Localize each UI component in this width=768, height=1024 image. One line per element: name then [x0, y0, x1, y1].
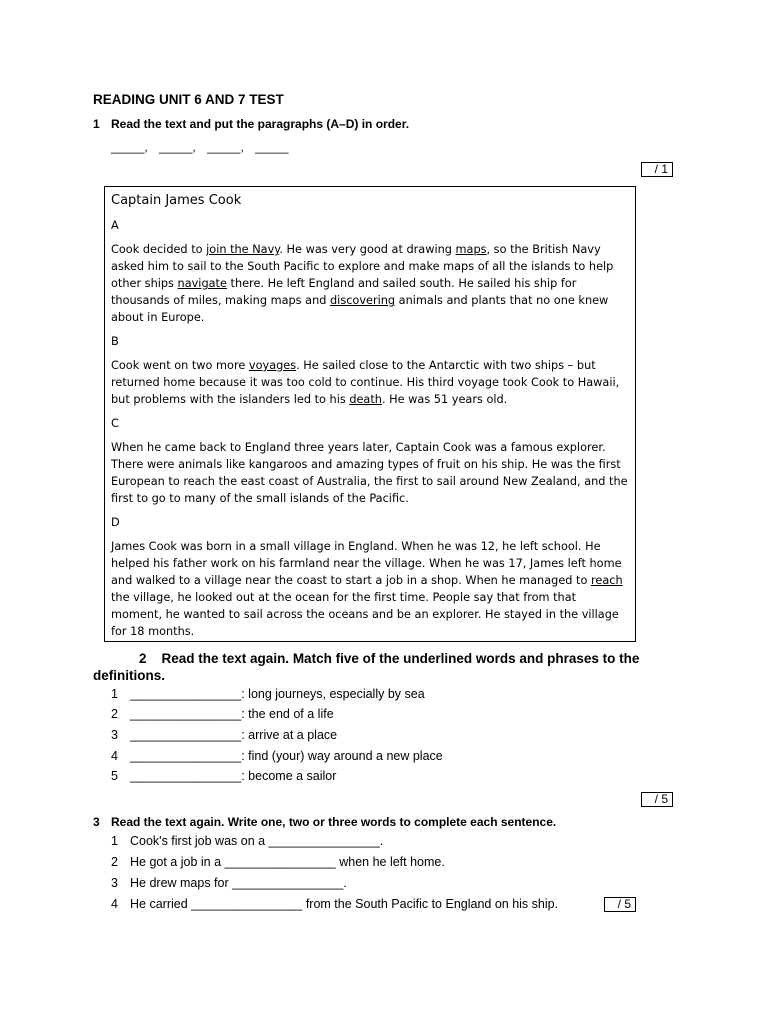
paragraph-text-run: Cook went on two more	[111, 359, 249, 372]
reading-passage	[104, 186, 636, 642]
paragraph-text-run: . He was very good at drawing	[279, 243, 456, 256]
underlined-word: discovering	[330, 294, 396, 307]
paragraph-letter: C	[111, 417, 119, 430]
paragraph-text-run: , so the British Navy asked him to sail to the South Pacific to explore and make maps of all the islands to help other ships	[111, 243, 614, 290]
paragraph-text-run: there. He left England and sailed south. He sailed his ship for thousands of miles, making maps and	[111, 277, 577, 307]
paragraph-text-run: James Cook was born in a small village in England. When he was 12, he left school. He helped his father work on his farmland near the village. When he was 17, James left home and walked to a village near the coast to start a job in a shop. When he managed to	[111, 540, 622, 587]
definition-item[interactable]: 2 ________________: the end of a life	[111, 707, 334, 721]
underlined-word: reach	[590, 574, 623, 587]
paragraph-order-blanks[interactable]: _____, _____, _____, _____	[111, 140, 289, 154]
paragraph-text	[111, 439, 629, 507]
paragraph-letter: B	[111, 335, 119, 348]
paragraph-text	[111, 357, 629, 408]
sentence-item[interactable]: 3 He drew maps for ________________.	[111, 876, 347, 890]
sentence-item[interactable]: 2 He got a job in a ________________ when he left home.	[111, 855, 445, 869]
paragraph-text-run: When he came back to England three years later, Captain Cook was a famous explorer. There were animals like kangaroos and amazing types of fruit on his ship. He was the first European to reach the east coast of Australia, the first to sail around New Zealand, and the first to go to many of the small islands of the Pacific.	[111, 441, 628, 505]
definition-item[interactable]: 4 ________________: find (your) way around a new place	[111, 749, 443, 763]
underlined-word: join the Navy	[206, 243, 280, 256]
question-3-instruction	[93, 815, 556, 829]
question-2-score-box: / 5	[641, 792, 673, 807]
definition-item[interactable]: 3 ________________: arrive at a place	[111, 728, 338, 742]
question-3-score-box: / 5	[604, 897, 636, 912]
underlined-word: death	[349, 393, 382, 406]
underlined-word: maps	[455, 243, 487, 256]
passage-paragraphs	[111, 217, 629, 640]
question-3-text: Read the text again. Write one, two or three words to complete each sentence.	[111, 815, 557, 829]
question-1-score-box: / 1	[641, 162, 673, 177]
question-1-text: Read the text and put the paragraphs (A–D) in order.	[111, 117, 410, 131]
question-1-instruction	[93, 117, 409, 131]
paragraph-text-run: animals and plants that no one knew about in Europe.	[111, 294, 609, 324]
question-1-number: 1	[93, 117, 100, 131]
paragraph-text-run: the village, he looked out at the ocean for the first time. People say that from that moment, he wanted to sail across the oceans and be an explorer. He stayed in the village for 18 months.	[111, 591, 619, 638]
test-title: READING UNIT 6 AND 7 TEST	[93, 92, 284, 107]
definition-item[interactable]: 5 ________________: become a sailor	[111, 769, 337, 783]
sentence-item[interactable]: 1 Cook's first job was on a ________________.	[111, 834, 384, 848]
question-2-text: Read the text again. Match five of the underlined words and phrases to the definitions.	[93, 651, 640, 683]
paragraph-text	[111, 241, 629, 326]
question-2-instruction	[93, 650, 653, 684]
paragraph-text	[111, 538, 629, 640]
underlined-word: voyages	[248, 359, 297, 372]
question-3-number: 3	[93, 815, 100, 829]
paragraph-letter: D	[111, 516, 120, 529]
sentence-item[interactable]: 4 He carried ________________ from the South Pacific to England on his ship.	[111, 897, 559, 911]
paragraph-letter: A	[111, 219, 119, 232]
question-2-number: 2	[139, 651, 147, 666]
passage-title: Captain James Cook	[111, 193, 242, 208]
paragraph-text-run: Cook decided to	[111, 243, 207, 256]
paragraph-text-run: . He sailed close to the Antarctic with two ships – but returned home because it was too cold to continue. His third voyage took Cook to Hawaii, but problems with the islanders led to his	[111, 359, 620, 406]
underlined-word: navigate	[177, 277, 227, 290]
definition-item[interactable]: 1 ________________: long journeys, especially by sea	[111, 687, 425, 701]
paragraph-text-run: . He was 51 years old.	[381, 393, 508, 406]
